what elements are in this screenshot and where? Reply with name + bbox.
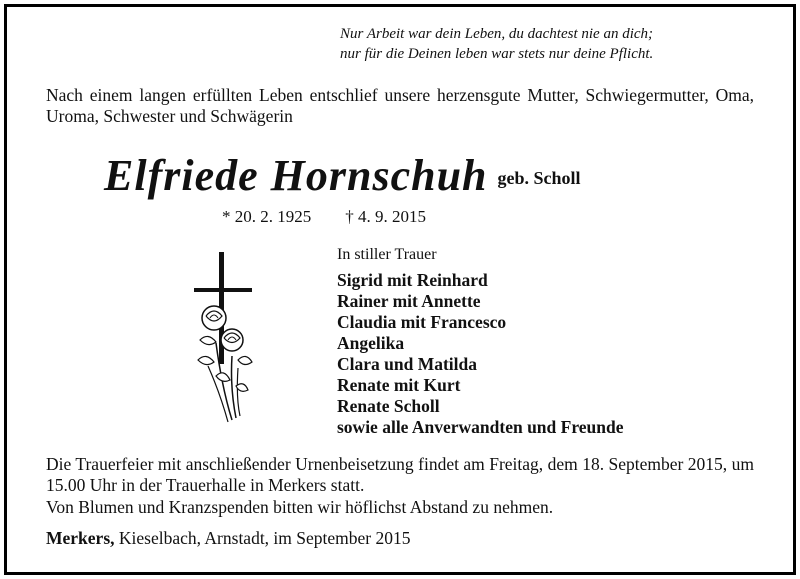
- mourner-name: Renate Scholl: [337, 396, 440, 416]
- place-primary: Merkers,: [46, 528, 115, 548]
- mourner-name: Renate mit Kurt: [337, 375, 461, 395]
- place-and-date: [46, 528, 411, 549]
- birth-date: * 20. 2. 1925: [222, 207, 312, 226]
- place-rest: Kieselbach, Arnstadt, im September 2015: [114, 528, 411, 548]
- mourning-heading: In stiller Trauer: [337, 246, 437, 263]
- death-date: † 4. 9. 2015: [345, 207, 426, 226]
- funeral-announcement: Die Trauerfeier mit anschließender Urnenbeisetzung findet am Freitag, dem 18. September 2015, um 15.00 Uhr in der Trauerhalle in Merkers statt.: [46, 454, 754, 495]
- mourners-list: [337, 270, 624, 438]
- poem-line-1: Nur Arbeit war dein Leben, du dachtest nie an dich;: [340, 26, 654, 42]
- intro-text: Nach einem langen erfüllten Leben entschlief unsere herzensgute Mutter, Schwiegermutter, Oma, Uroma, Schwester und Schwägerin: [46, 85, 754, 126]
- deceased-name: Elfriede Hornschuh: [104, 151, 488, 200]
- maiden-name: geb. Scholl: [497, 168, 581, 188]
- deceased-name-row: [104, 150, 581, 201]
- mourner-name: sowie alle Anverwandten und Freunde: [337, 417, 624, 437]
- cross-with-roses-icon: [186, 248, 258, 428]
- flowers-request: Von Blumen und Kranzspenden bitten wir höflichst Abstand zu nehmen.: [46, 497, 554, 517]
- mourner-name: Angelika: [337, 333, 405, 353]
- mourner-name: Rainer mit Annette: [337, 291, 481, 311]
- mourner-name: Claudia mit Francesco: [337, 312, 507, 332]
- poem-line-2: nur für die Deinen leben war stets nur deine Pflicht.: [340, 46, 654, 62]
- memorial-poem: [340, 24, 653, 64]
- life-dates: [222, 207, 426, 227]
- mourner-name: Clara und Matilda: [337, 354, 478, 374]
- mourner-name: Sigrid mit Reinhard: [337, 270, 488, 290]
